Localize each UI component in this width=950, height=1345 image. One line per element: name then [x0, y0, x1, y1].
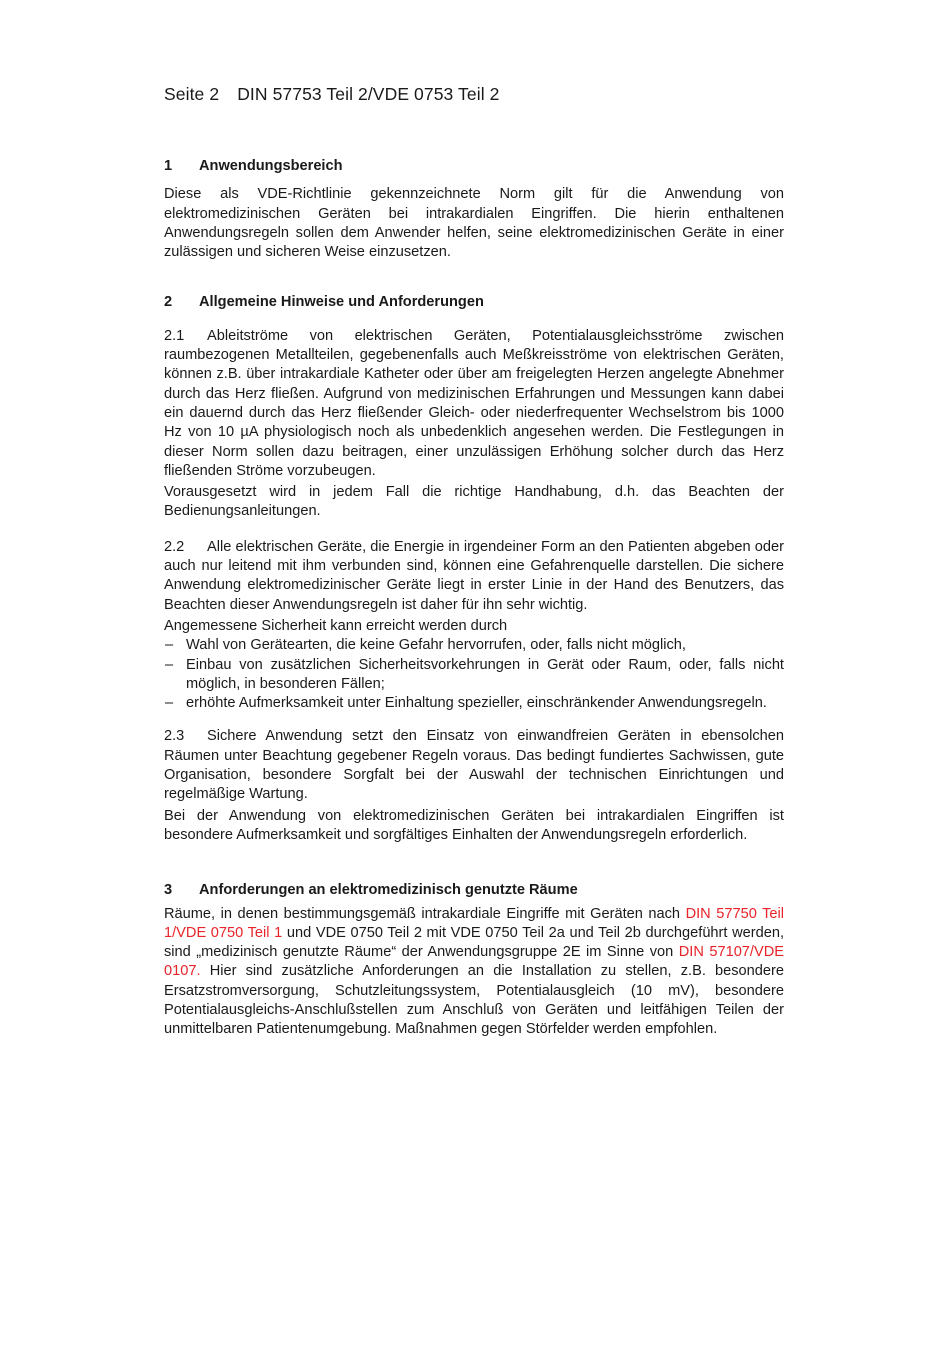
subsection-number: 2.2	[164, 538, 185, 555]
paragraph-2-1-note: Vorausgesetzt wird in jedem Fall die richtige Handhabung, d.h. das Beachten der Bedienungsanleitungen.	[164, 484, 784, 520]
section-title: Anwendungsbereich	[199, 158, 343, 174]
paragraph-text: Sichere Anwendung setzt den Einsatz von einwandfreien Geräten in ebensolchen Räumen unter Beachtung gegebener Regeln voraus. Das bedingt fundiertes Sachwissen, gute Organisation, besondere Sorgfalt bei der Auswahl der technischen Einrichtungen und regelmäßige Wartung.	[164, 728, 784, 803]
section-number: 2	[164, 294, 173, 311]
paragraph-text: Ableitströme von elektrischen Geräten, Potentialausgleichsströme zwischen raumbezogenen Metallteilen, gegebenenfalls auch Meßkreisströme von elektrischen Geräten, können z.B. über intrakardiale Katheter oder über am freigelegten Herzen angelegte Abnehmer durch das Herz fließen. Aufgrund von medizinischen Erfahrungen und Messungen kann dabei ein dauernd durch das Herz fließender Gleich- oder niederfrequenter Wechselstrom bis 1000 Hz von 10 µA physiologisch noch als unbedenklich angesehen werden. Die Festlegungen in dieser Norm sollen dazu beitragen, einer unzulässigen Erhöhung solcher durch das Herz fließenden Ströme vorzubeugen.	[164, 327, 784, 479]
section-1-heading	[164, 157, 784, 176]
reference-link-din-57750[interactable]: DIN 57750 Teil 1/VDE 0750 Teil 1	[164, 905, 784, 941]
subsection-number: 2.1	[164, 327, 185, 344]
section-2-heading	[164, 293, 784, 312]
section-3-paragraph: Räume, in denen bestimmungsgemäß intrakardiale Eingriffe mit Geräten nach DIN 57750 Teil 1/VDE 0750 Teil 1 und VDE 0750 Teil 2 mit VDE 0750 Teil 2a und Teil 2b durchgeführt werden, sind „medizinisch genutzte Räume“ der Anwendungsgruppe 2E im Sinne von DIN 57107/VDE 0107. Hier sind zusätzliche Anforderungen an die Installation zu stellen, z.B. besondere Ersatzstromversorgung, Schutzleitungssystem, Potentialausgleich (10 mV), besondere Potentialausgleichs-Anschlußstellen zum Anschluß von Geräten und leitfähigen Teilen der unmittelbaren Patientenumgebung. Maßnahmen gegen Störfelder werden empfohlen.	[164, 905, 785, 1038]
section-title: Allgemeine Hinweise und Anforderungen	[199, 294, 484, 311]
section-3-heading	[164, 881, 784, 900]
paragraph-text: Alle elektrischen Geräte, die Energie in irgendeiner Form an den Patienten abgeben oder auch nur leitend mit ihm verbunden sind, können eine Gefahrenquelle darstellen. Die sichere Anwendung elektromedizinischer Geräte liegt in erster Linie in der Hand des Benutzers, das Beachten dieser Anwendungsregeln ist daher für ihn sehr wichtig.	[164, 538, 784, 613]
paragraph-2-3	[164, 727, 784, 804]
section-number: 3	[164, 882, 173, 899]
page-number: Seite 2	[164, 84, 220, 104]
document-id: DIN 57753 Teil 2/VDE 0753 Teil 2	[237, 84, 500, 104]
subsection-number: 2.3	[164, 728, 185, 745]
section-1-paragraph: Diese als VDE-Richtlinie gekennzeichnete Norm gilt für die Anwendung von elektromedizinischen Geräten bei intrakardialen Eingriffen. Die hierin enthaltenen Anwendungsregeln sollen dem Anwender helfen, seine elektromedizinischen Geräte in einer zulässigen und sicheren Weise einzusetzen.	[164, 186, 784, 261]
reference-link-din-57107[interactable]: DIN 57107/VDE 0107.	[164, 944, 784, 980]
list-item: – Einbau von zusätzlichen Sicherheitsvorkehrungen in Gerät oder Raum, oder, falls nicht möglich, in besonderen Fällen;	[165, 656, 784, 692]
paragraph-2-2	[164, 538, 784, 615]
list-item: – erhöhte Aufmerksamkeit unter Einhaltung spezieller, einschränkender Anwendungsregeln.	[165, 695, 767, 712]
section-title: Anforderungen an elektromedizinisch genutzte Räume	[199, 882, 578, 899]
list-item: – Wahl von Gerätearten, die keine Gefahr hervorrufen, oder, falls nicht möglich,	[165, 637, 686, 654]
list-intro: Angemessene Sicherheit kann erreicht werden durch	[164, 617, 508, 634]
document-body	[164, 157, 784, 1040]
measures-list	[164, 636, 784, 713]
paragraph-2-3-note: Bei der Anwendung von elektromedizinischen Geräten bei intrakardialen Eingriffen ist besondere Aufmerksamkeit und sorgfältiges Einhalten der Anwendungsregeln erforderlich.	[164, 807, 784, 843]
section-number: 1	[164, 158, 173, 174]
page-header	[164, 84, 500, 105]
paragraph-2-1	[164, 327, 784, 481]
